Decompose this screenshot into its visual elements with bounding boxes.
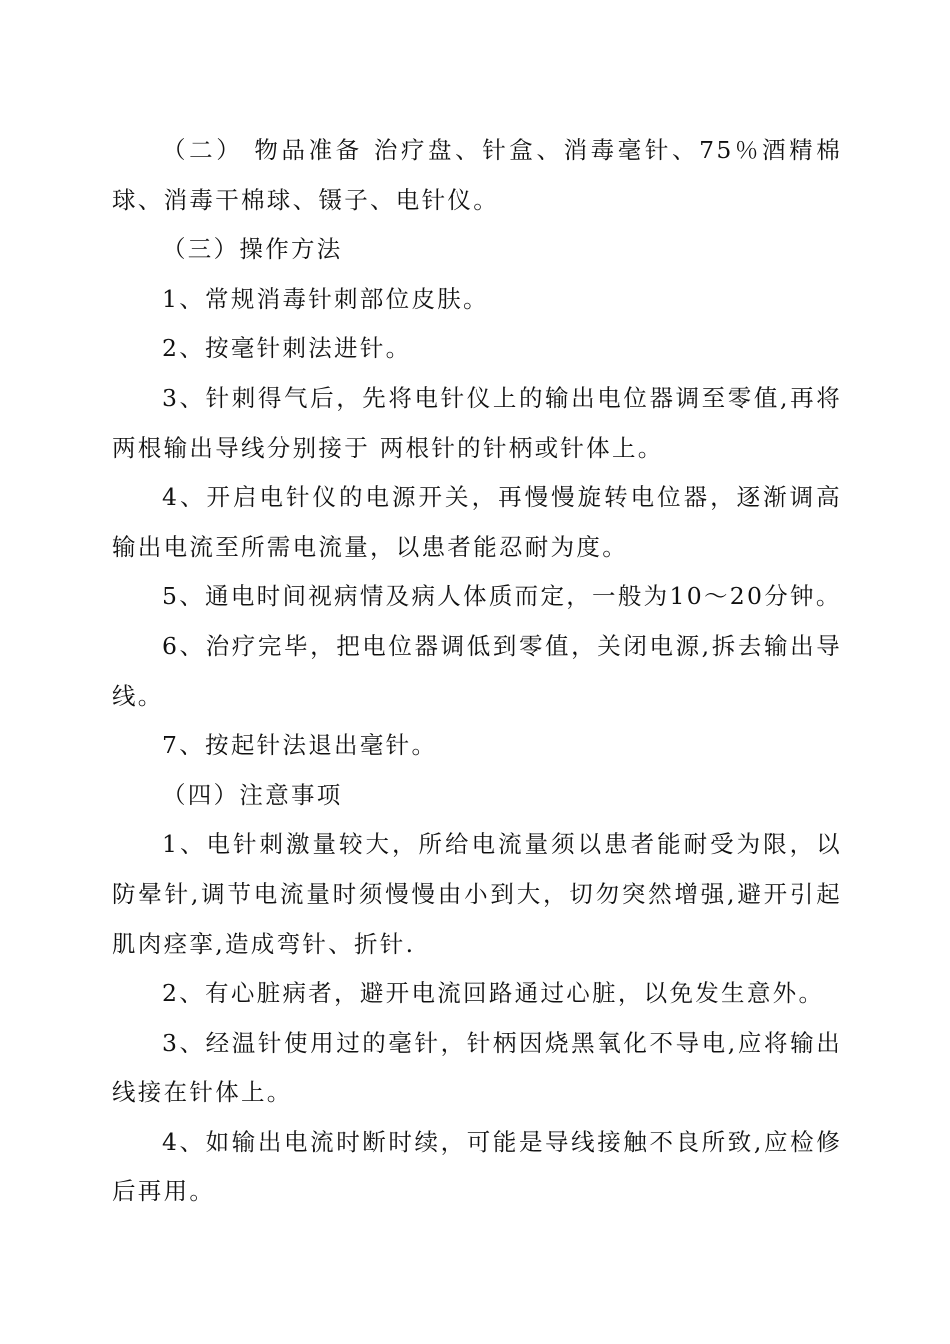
step-2: 2、按毫针刺法进针。 (162, 334, 412, 363)
step-5: 5、通电时间视病情及病人体质而定，一般为10～20分钟。 (162, 582, 842, 611)
step-4: 4、开启电针仪的电源开关，再慢慢旋转电位器，逐渐调高输出电流至所需电流量，以患者能忍耐为度。 (112, 483, 842, 561)
step-1: 1、常规消毒针刺部位皮肤。 (162, 284, 489, 313)
section-heading-procedure: （三）操作方法 (162, 235, 343, 264)
step-3: 3、针刺得气后，先将电针仪上的输出电位器调至零值,再将两根输出导线分别接于 两根针的针柄或针体上。 (112, 383, 842, 462)
step-6: 6、治疗完毕，把电位器调低到零值，关闭电源,拆去输出导线。 (112, 631, 842, 710)
document-body (112, 126, 842, 1217)
precaution-4: 4、如输出电流时断时续，可能是导线接触不良所致,应检修后再用。 (112, 1127, 842, 1206)
precaution-2: 2、有心脏病者，避开电流回路通过心脏，以免发生意外。 (162, 979, 825, 1008)
section-heading-precautions: （四）注意事项 (162, 780, 343, 809)
precaution-1: 1、电针刺激量较大，所给电流量须以患者能耐受为限，以防晕针,调节电流量时须慢慢由小到大，切勿突然增强,避开引起肌肉痉挛,造成弯针、折针. (112, 830, 842, 958)
precaution-3: 3、经温针使用过的毫针，针柄因烧黑氧化不导电,应将输出线接在针体上。 (112, 1028, 842, 1107)
step-7: 7、按起针法退出毫针。 (162, 731, 438, 760)
paragraph-supplies: （二） 物品准备 治疗盘、针盒、消毒毫针、75％酒精棉球、消毒干棉球、镊子、电针仪。 (112, 136, 842, 214)
